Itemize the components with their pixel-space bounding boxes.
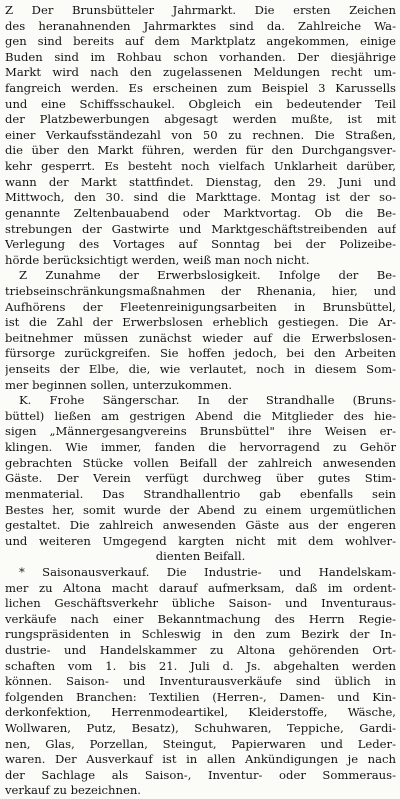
article-line: fangreich werden. Es erscheinen zum Beispiel 3 Karussells (5, 81, 396, 96)
article-line: dienten Beifall. (155, 549, 246, 564)
article-line: Mittwoch, den 30. sind die Markttage. Montag ist der so- (5, 190, 396, 205)
article-line: verkauf zu bezeichnen. (5, 783, 141, 798)
article-line: Gäste. Der Verein verfügt durchweg über gutes Stim- (5, 471, 396, 486)
article-line: Z Der Brunsbütteler Jahrmarkt. Die ersten Zeichen (5, 3, 396, 17)
article-line: Verlegung des Vortages auf Sonntag bei der Polizeibe- (5, 237, 396, 252)
article-line: gestaltet. Die zahlreich anwesenden Gäste aus der engeren (5, 518, 396, 533)
article-line: genannte Zeltenbauabend oder Marktvortag. Ob die Be- (5, 205, 396, 220)
article-line: kehr gesperrt. Es besteht noch vielfach Unklarheit darüber, (5, 159, 396, 174)
article-line: waren. Der Ausverkauf ist in allen Ankündigungen je nach (5, 752, 396, 767)
article-line: folgenden Branchen: Textilien (Herren-, Damen- und Kin- (5, 689, 396, 704)
article-line: verkäufe nach einer Bekanntmachung des Herrn Regie- (5, 611, 396, 626)
article-line: gebrachten Stücke vollen Beifall der zahlreich anwesenden (5, 455, 396, 470)
article-line: * Saisonausverkauf. Die Industrie- und Handelskam- (19, 564, 396, 579)
article-line: ist die Zahl der Erwerbslosen erheblich gestiegen. Die Ar- (5, 315, 396, 330)
article-line: jenseits der Elbe, die, wie verlautet, noch in diesem Som- (5, 362, 396, 377)
article-line: fürsorge zurückgreifen. Sie hoffen jedoch, bei den Arbeiten (5, 346, 396, 361)
article-line: können. Saison- und Inventurausverkäufe sind üblich in (5, 674, 396, 689)
article-line: Aufhörens der Fleetenreinigungsarbeiten in Brunsbüttel, (5, 299, 396, 314)
article-line: der Platzbewerbungen abgesagt werden mußte, ist mit (5, 112, 396, 127)
article-line: einer Verkaufsständezahl von 50 zu rechnen. Die Straßen, (5, 127, 396, 142)
article-line: triebseinschränkungsmaßnahmen der Rhenania, hier, und (5, 283, 396, 298)
article-line: mer beginnen sollen, unterzukommen. (5, 377, 233, 392)
article-line: Bestes her, somit wurde der Abend zu einem urgemütlichen (5, 502, 396, 517)
article-line: menmaterial. Das Strandhallentrio gab ebenfalls sein (5, 486, 396, 501)
article-line: des heranahnenden Jahrmarktes sind da. Zahlreiche Wa- (5, 18, 396, 33)
article-saengerschar (5, 393, 396, 565)
article-line: klingen. Wie immer, fanden die hervorragend zu Gehör (5, 440, 396, 455)
article-line: hörde berücksichtigt werden, weiß man noch nicht. (5, 252, 310, 267)
article-line: büttel) ließen am gestrigen Abend die Mitglieder des hie- (5, 408, 396, 423)
article-line: dustrie- und Handelskammer zu Altona gehörenden Ort- (5, 642, 396, 657)
article-line: Buden sind im Rohbau schon vorhanden. Der diesjährige (5, 49, 396, 64)
article-line: die über den Markt führen, werden für den Durchgangsver- (5, 143, 396, 158)
article-line: derkonfektion, Herrenmodeartikel, Kleiderstoffe, Wäsche, (5, 705, 396, 720)
article-line: schaften vom 1. bis 21. Juli d. Js. abgehalten werden (5, 658, 396, 673)
article-line: beitnehmer müssen zunächst wieder auf die Erwerbslosen- (5, 330, 396, 345)
article-line: der Sachlage als Saison-, Inventur- oder Sommeraus- (5, 767, 396, 782)
article-line: rungspräsidenten in Schleswig in den zum Bezirk der In- (5, 627, 396, 642)
article-line: mer zu Altona macht darauf aufmerksam, daß im ordent- (5, 580, 396, 595)
article-line: strebungen der Gastwirte und Marktgeschäftstreibenden auf (5, 221, 396, 236)
article-line: K. Frohe Sängerschar. In der Strandhalle (Bruns- (19, 393, 396, 408)
article-line: lichen Geschäftsverkehr übliche Saison- und Inventuraus- (5, 596, 396, 611)
article-line: Markt wird nach den zugelassenen Meldungen recht um- (5, 65, 396, 80)
article-erwerbslosigkeit (5, 268, 396, 393)
article-line: Wollwaren, Putz, Besatz), Schuhwaren, Teppiche, Gardi- (5, 721, 396, 736)
article-line: gen sind bereits auf dem Marktplatz angekommen, einige (5, 34, 396, 49)
article-line: und eine Schiffsschaukel. Obgleich ein bedeutender Teil (5, 96, 396, 111)
article-line: nen, Glas, Porzellan, Steingut, Papierwaren und Leder- (5, 736, 396, 751)
article-line: sigen „Männergesangvereins Brunsbüttel" ihre Weisen er- (5, 424, 396, 439)
article-line: Z Zunahme der Erwerbslosigkeit. Infolge der Be- (19, 268, 396, 283)
article-line: wann der Markt stattfindet. Dienstag, den 29. Juni und (5, 174, 396, 189)
article-line: und weiteren Umgegend kargten nicht mit dem wohlver- (5, 533, 396, 548)
article-saisonausverkauf (5, 565, 396, 799)
article-jahrmarkt (5, 3, 396, 268)
